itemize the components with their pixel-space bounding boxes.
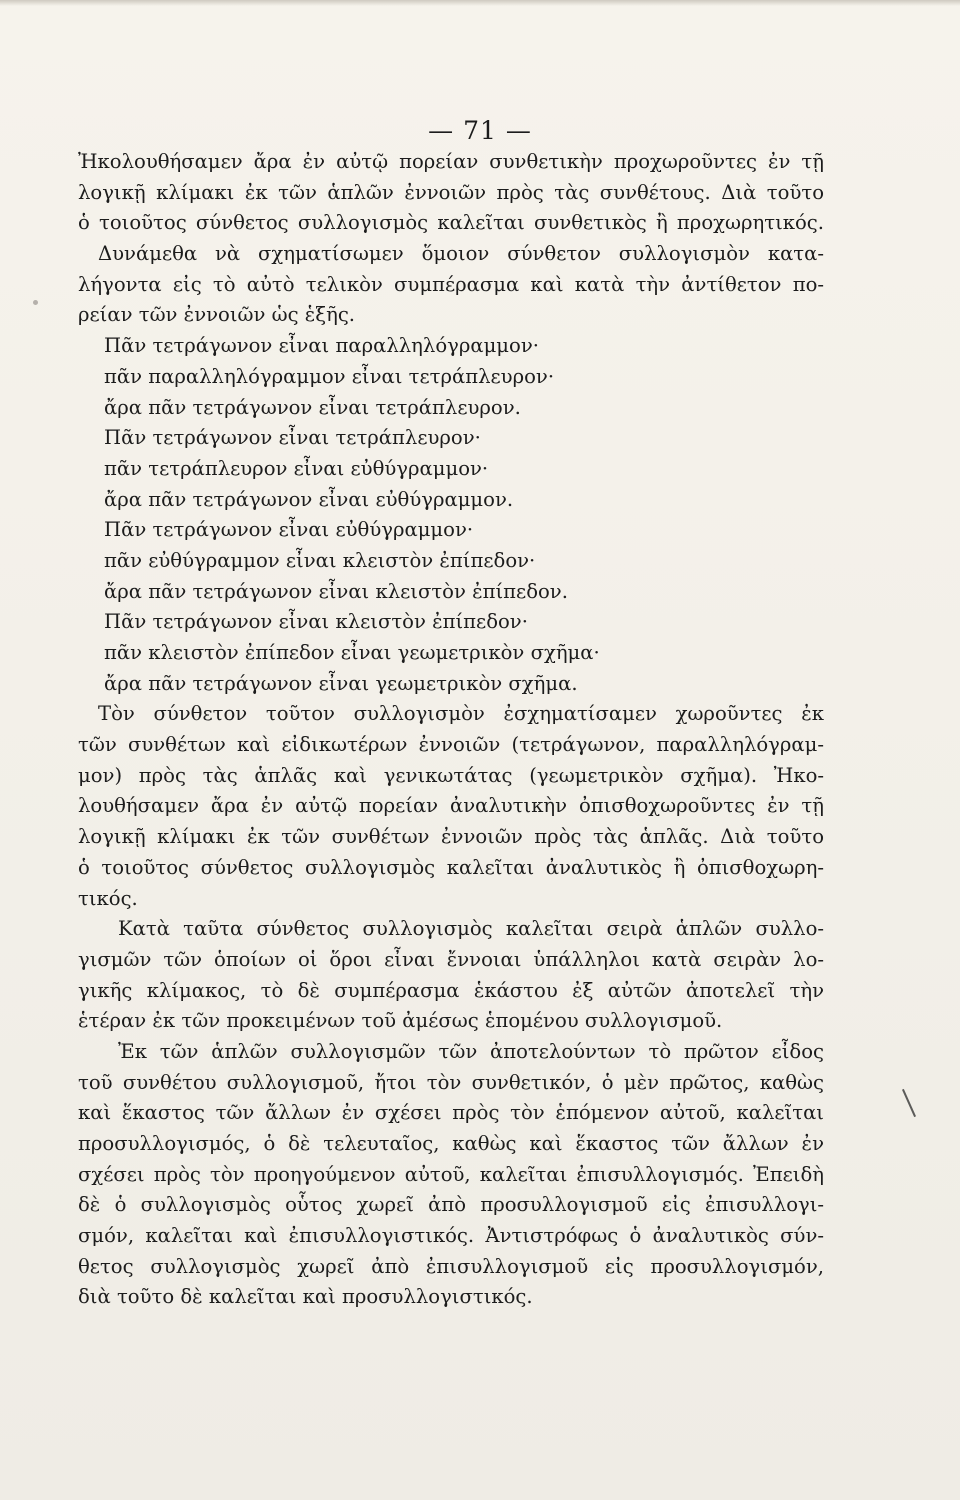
text-line: Ἐκ τῶν ἁπλῶν συλλογισμῶν τῶν ἀποτελούντων τὸ πρῶτον εἶδος [118,1039,824,1063]
text-line: σχέσει πρὸς τὸν προηγούμενον αὐτοῦ, καλεῖται ἐπισυλλογισμός. Ἐπειδὴ [78,1162,824,1186]
text-line: διὰ τοῦτο δὲ καλεῖται καὶ προσυλλογιστικός. [78,1285,533,1309]
text-line: τῶν συνθέτων καὶ εἰδικωτέρων ἐννοιῶν (τετράγωνον, παραλληλόγραμ- [78,733,824,757]
syllogism-line: ἄρα πᾶν τετράγωνον εἶναι γεωμετρικὸν σχῆμα. [104,671,578,695]
text-line: ρείαν τῶν ἐννοιῶν ὡς ἑξῆς. [78,303,356,327]
body-text [78,147,824,1313]
syllogism-line: Πᾶν τετράγωνον εἶναι κλειστὸν ἐπίπεδον· [104,610,528,634]
text-line: λουθήσαμεν ἄρα ἐν αὐτῷ πορείαν ἀναλυτικὴν ὀπισθοχωροῦντες ἐν τῇ [78,794,824,818]
syllogism-line: ἄρα πᾶν τετράγωνον εἶναι εὐθύγραμμον. [104,487,514,511]
text-line: Τὸν σύνθετον τοῦτον συλλογισμὸν ἐσχηματίσαμεν χωροῦντες ἐκ [98,702,824,726]
text-line: θετος συλλογισμὸς χωρεῖ ἀπὸ ἐπισυλλογισμοῦ εἰς προσυλλογισμόν, [78,1254,824,1278]
text-line: Ἠκολουθήσαμεν ἄρα ἐν αὐτῷ πορείαν συνθετικὴν προχωροῦντες ἐν τῇ [78,150,824,173]
margin-pencil-mark [902,1089,916,1117]
syllogism-line: πᾶν τετράπλευρον εἶναι εὐθύγραμμον· [104,456,489,480]
syllogism-line: Πᾶν τετράγωνον εἶναι παραλληλόγραμμον· [104,334,539,358]
text-line: προσυλλογισμός, ὁ δὲ τελευταῖος, καθὼς καὶ ἕκαστος τῶν ἄλλων ἐν [78,1132,824,1155]
text-line: καὶ ἕκαστος τῶν ἄλλων ἐν σχέσει πρὸς τὸν ἑπόμενον αὐτοῦ, καλεῖται [78,1101,824,1125]
syllogism-line: ἄρα πᾶν τετράγωνον εἶναι τετράπλευρον. [104,395,521,419]
syllogism-line: πᾶν εὐθύγραμμον εἶναι κλειστὸν ἐπίπεδον· [104,548,536,572]
text-line: ἑτέραν ἐκ τῶν προκειμένων τοῦ ἀμέσως ἑπομένου συλλογισμοῦ. [78,1009,723,1033]
page-top-edge [0,0,960,6]
text-line: μον) πρὸς τὰς ἁπλᾶς καὶ γενικωτάτας (γεωμετρικὸν σχῆμα). Ἠκο- [78,763,824,787]
text-line: λήγοντα εἰς τὸ αὐτὸ τελικὸν συμπέρασμα καὶ κατὰ τὴν ἀντίθετον πο- [78,272,824,296]
text-line: λογικῇ κλίμακι ἐκ τῶν ἁπλῶν ἐννοιῶν πρὸς τὰς συνθέτους. Διὰ τοῦτο [78,180,824,204]
text-line: λογικῇ κλίμακι ἐκ τῶν συνθέτων ἐννοιῶν πρὸς τὰς ἁπλᾶς. Διὰ τοῦτο [78,825,824,849]
text-line: γισμῶν τῶν ὁποίων οἱ ὅροι εἶναι ἔννοιαι ὑπάλληλοι κατὰ σειρὰν λο- [78,947,824,971]
text-line: σμόν, καλεῖται καὶ ἐπισυλλογιστικός. Ἀντιστρόφως ὁ ἀναλυτικὸς σύν- [78,1224,824,1248]
text-line: Κατὰ ταῦτα σύνθετος συλλογισμὸς καλεῖται σειρὰ ἁπλῶν συλλο- [118,917,824,941]
syllogism-line: ἄρα πᾶν τετράγωνον εἶναι κλειστὸν ἐπίπεδον. [104,579,568,603]
syllogism-line: πᾶν κλειστὸν ἐπίπεδον εἶναι γεωμετρικὸν σχῆμα· [104,641,600,664]
text-line: δὲ ὁ συλλογισμὸς οὗτος χωρεῖ ἀπὸ προσυλλογισμοῦ εἰς ἐπισυλλογι- [78,1193,824,1217]
text-line: τοῦ συνθέτου συλλογισμοῦ, ἤτοι τὸν συνθετικόν, ὁ μὲν πρῶτος, καθὼς [78,1070,824,1094]
text-line: γικῆς κλίμακος, τὸ δὲ συμπέρασμα ἑκάστου ἐξ αὐτῶν ἀποτελεῖ τὴν [78,978,824,1002]
syllogism-line: Πᾶν τετράγωνον εἶναι εὐθύγραμμον· [104,518,474,542]
text-line: Δυνάμεθα νὰ σχηματίσωμεν ὅμοιον σύνθετον συλλογισμὸν κατα- [98,242,824,266]
text-line: ὁ τοιοῦτος σύνθετος συλλογισμὸς καλεῖται ἀναλυτικὸς ἢ ὀπισθοχωρη- [78,855,824,879]
text-line: ὁ τοιοῦτος σύνθετος συλλογισμὸς καλεῖται συνθετικὸς ἢ προχωρητικός. [78,211,824,235]
syllogism-line: πᾶν παραλληλόγραμμον εἶναι τετράπλευρον· [104,364,555,388]
syllogism-line: Πᾶν τετράγωνον εἶναι τετράπλευρον· [104,426,481,450]
text-line: τικός. [78,886,138,910]
page-number: — 71 — [428,116,532,145]
scan-speck [33,300,38,305]
